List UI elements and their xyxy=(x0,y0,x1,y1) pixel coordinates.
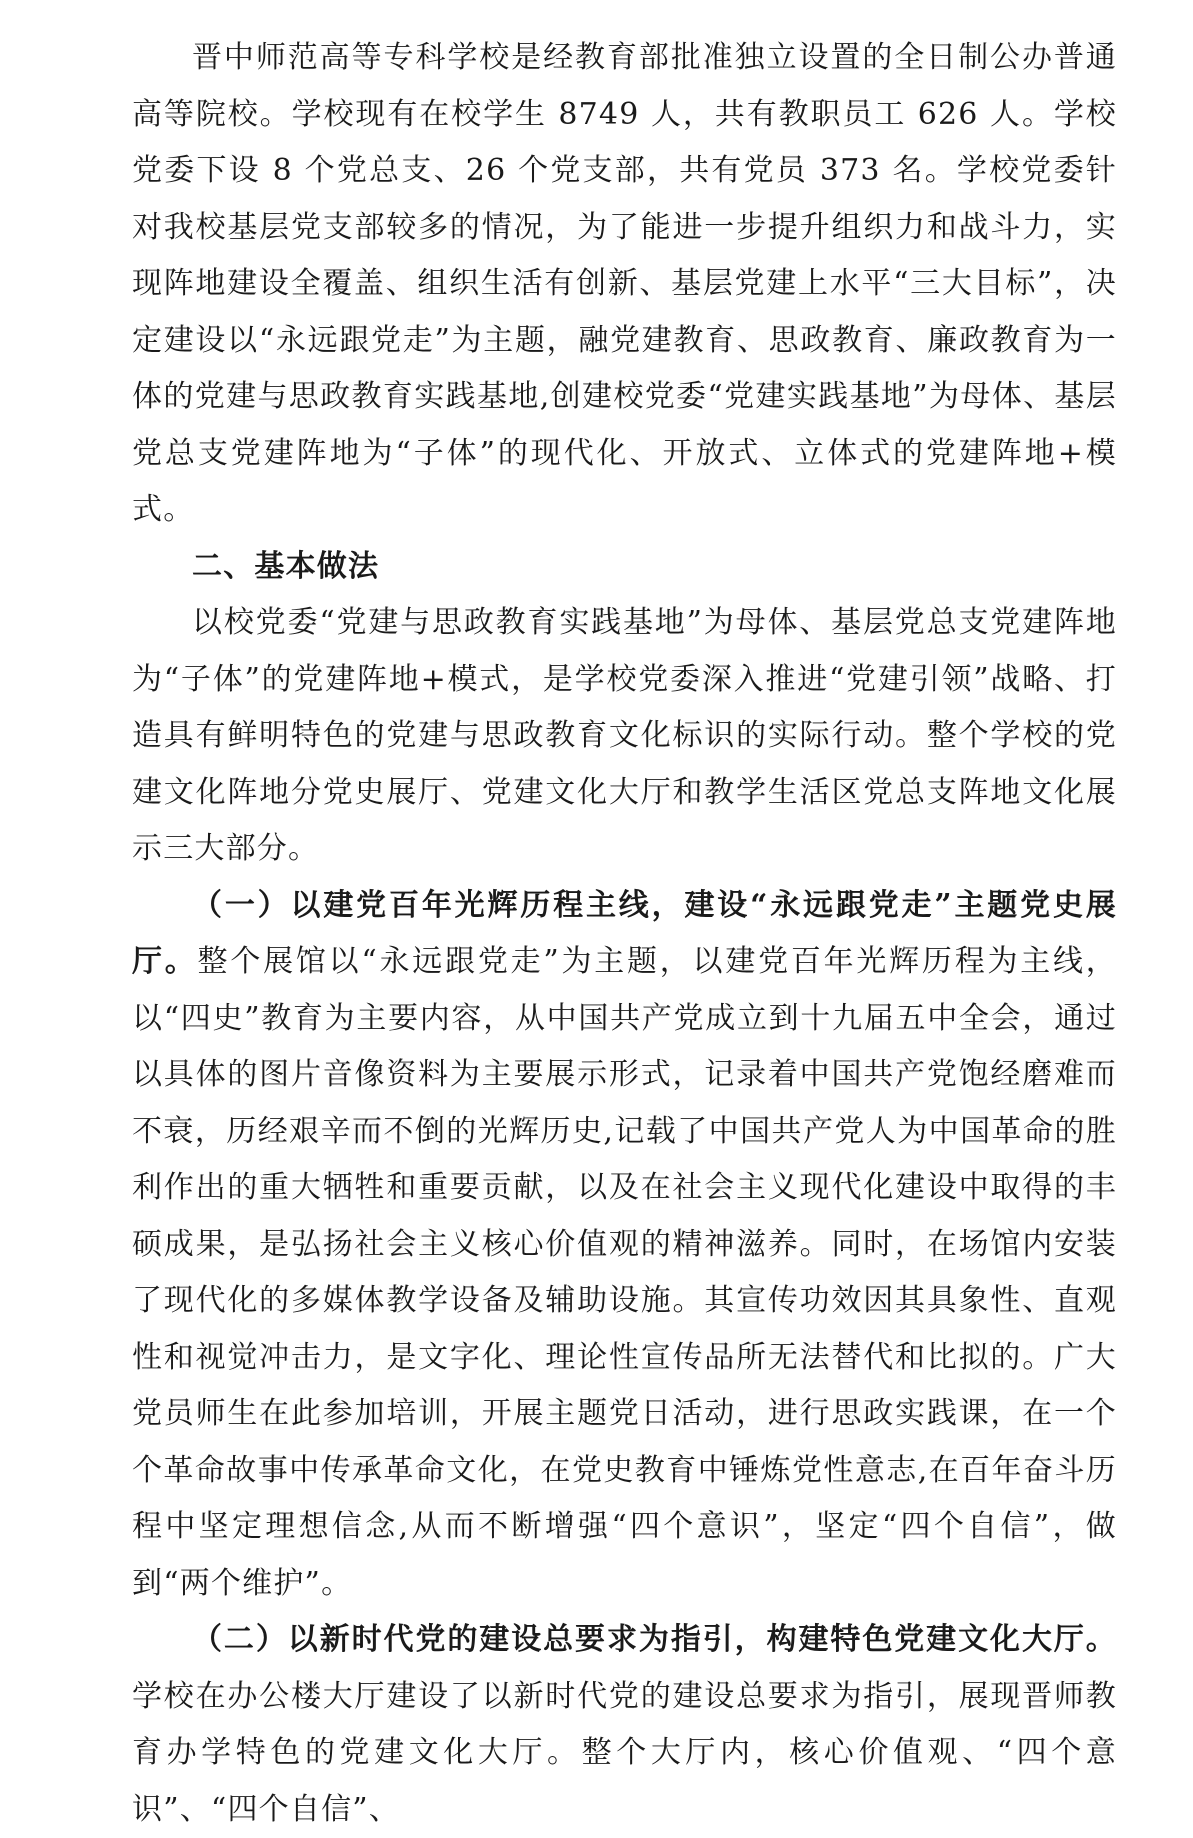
section-2-body: 学校在办公楼大厅建设了以新时代党的建设总要求为指引，展现晋师教育办学特色的党建文化大厅。整个大厅内，核心价值观、“四个意识”、“四个自信”、 xyxy=(132,1678,1117,1827)
section-heading-basic-practices: 二、基本做法 xyxy=(192,548,380,584)
section-2-title: （二）以新时代党的建设总要求为指引，构建特色党建文化大厅。 xyxy=(192,1622,1117,1657)
section-1-body: 整个展馆以“永远跟党走”为主题，以建党百年光辉历程为主线，以“四史”教育为主要内容，从中国共产党成立到十九届五中全会，通过以具体的图片音像资料为主要展示形式，记录着中国共产党饱经磨难而不衰，历经艰辛而不倒的光辉历史,记载了中国共产党人为中国革命的胜利作出的重大牺牲和重要贡献，以及在社会主义现代化建设中取得的丰硕成果，是弘扬社会主义核心价值观的精神滋养。同时，在场馆内安装了现代化的多媒体教学设备及辅助设施。其宣传功效因其具象性、直观性和视觉冲击力，是文字化、理论性宣传品所无法替代和比拟的。广大党员师生在此参加培训，开展主题党日活动，进行思政实践课，在一个个革命故事中传承革命文化，在党史教育中锤炼党性意志,在百年奋斗历程中坚定理想信念,从而不断增强“四个意识”，坚定“四个自信”，做到“两个维护”。 xyxy=(132,944,1117,1601)
intro-paragraph: 晋中师范高等专科学校是经教育部批准独立设置的全日制公办普通高等院校。学校现有在校学生 8749 人，共有教职员工 626 人。学校党委下设 8 个党总支、26 个党支部，共有党员 373 名。学校党委针对我校基层党支部较多的情况，为了能进一步提升组织力和战斗力，实现阵地建设全覆盖、组织生活有创新、基层党建上水平“三大目标”，决定建设以“永远跟党走”为主题，融党建教育、思政教育、廉政教育为一体的党建与思政教育实践基地,创建校党委“党建实践基地”为母体、基层党总支党建阵地为“子体”的现代化、开放式、立体式的党建阵地+模式。 xyxy=(132,40,1117,527)
section-2-paragraph xyxy=(132,1612,1117,1838)
document-page xyxy=(132,30,1117,1838)
practices-overview-paragraph: 以校党委“党建与思政教育实践基地”为母体、基层党总支党建阵地为“子体”的党建阵地+模式，是学校党委深入推进“党建引领”战略、打造具有鲜明特色的党建与思政教育文化标识的实际行动。整个学校的党建文化阵地分党史展厅、党建文化大厅和教学生活区党总支阵地文化展示三大部分。 xyxy=(132,605,1117,866)
section-1-title: （一）以建党百年光辉历程主线，建设“永远跟党走”主题党史展厅。 xyxy=(132,887,1117,979)
section-1-paragraph xyxy=(132,878,1117,1613)
